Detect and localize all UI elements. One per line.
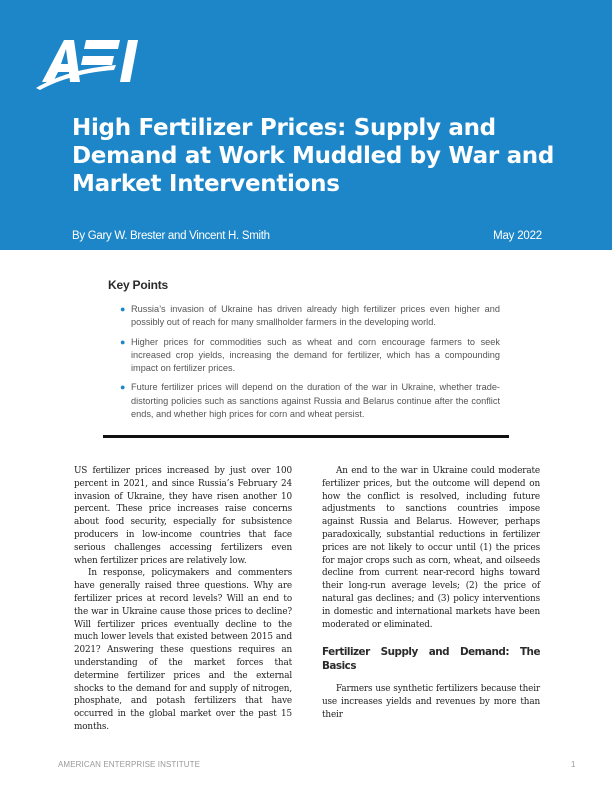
- key-point-text: Future fertilizer prices will depend on the duration of the war in Ukraine, whether trade-distorting policies such as sanctions against Russia and Belarus continue after the conflict ends, and whether high prices for corn and wheat persist.: [131, 382, 500, 420]
- bullet-icon: ●: [120, 382, 126, 393]
- publication-date: May 2022: [493, 230, 542, 242]
- section-divider: [103, 435, 509, 438]
- body-paragraph: Farmers use synthetic fertilizers because their use increases yields and revenues by more than their: [322, 684, 540, 720]
- section-heading: Fertilizer Supply and Demand: The Basics: [322, 646, 540, 673]
- report-title: High Fertilizer Prices: Supply and Demand at Work Muddled by War and Market Interventions: [72, 115, 555, 197]
- bullet-icon: ●: [120, 304, 126, 314]
- key-point-text: Higher prices for commodities such as wheat and corn encourage farmers to seek increased crop yields, increasing the demand for fertilizer, which has a compounding impact on fertilizer prices.: [131, 336, 500, 374]
- body-paragraph: US fertilizer prices increased by just over 100 percent in 2021, and since Russia’s February 24 invasion of Ukraine, they have risen another 10 percent. These price increases raise concerns about food security, especially for subsistence producers in low-income countries that face serious challenges accessing fertilizers even when fertilizer prices are relatively low.: [74, 466, 292, 566]
- key-point-item: [120, 381, 500, 421]
- body-column-right: [322, 465, 540, 722]
- body-paragraph: An end to the war in Ukraine could moderate fertilizer prices, but the outcome will depend on how the conflict is resolved, including future adjustments to sanctions countries impose against Russia and Belarus. However, perhaps paradoxically, substantial reductions in fertilizer prices are not likely to occur until (1) the prices for major crops such as corn, wheat, and oilseeds decline from current near-record highs toward their long-run average levels; (2) the price of natural gas declines; and (3) policy interventions in domestic and international markets have been moderated or eliminated.: [322, 466, 540, 630]
- page-number: 1: [571, 760, 576, 769]
- key-point-text: Russia’s invasion of Ukraine has driven already high fertilizer prices even higher and possibly out of reach for many smallholder farmers in the developing world.: [131, 304, 500, 328]
- header-banner: [0, 0, 612, 250]
- key-point-item: [120, 336, 500, 376]
- bullet-icon: ●: [120, 336, 126, 347]
- author-byline: By Gary W. Brester and Vincent H. Smith: [72, 230, 270, 242]
- key-points-heading: Key Points: [108, 278, 169, 292]
- aei-logo: [34, 34, 146, 90]
- body-paragraph: In response, policymakers and commenters have generally raised three questions. Why are fertilizer prices at record levels? Will an end to the war in Ukraine cause those prices to decline? Will fertilizer prices eventually decline to the much lower levels that existed between 2015 and 2021? Answering these questions requires an understanding of the market forces that determine fertilizer prices and the external shocks to the demand for and supply of nitrogen, phosphate, and potash fertilizers that have occurred in the global market over the past 15 months.: [74, 568, 292, 732]
- footer-organization: AMERICAN ENTERPRISE INSTITUTE: [58, 760, 201, 769]
- key-points-list: [120, 303, 500, 427]
- key-point-item: [120, 303, 500, 330]
- body-column-left: [74, 465, 292, 734]
